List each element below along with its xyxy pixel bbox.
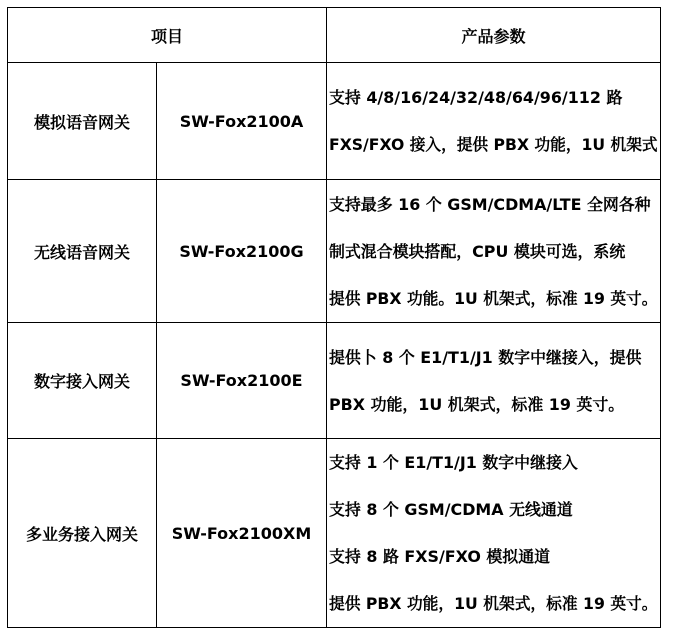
model-label: SW-Fox2100A [179, 111, 304, 131]
table-row [8, 439, 661, 628]
model-label: SW-Fox2100E [180, 371, 303, 390]
category-label: 无线语音网关 [33, 242, 130, 262]
spec-cell [327, 63, 661, 180]
table-row [8, 63, 661, 180]
spec-line: 制式混合模块搭配，CPU 模块可选，系统 [329, 241, 626, 261]
category-label: 多业务接入网关 [25, 524, 138, 544]
product-table [7, 7, 661, 628]
spec-line: 支持 8 路 FXS/FXO 模拟通道 [329, 547, 551, 566]
category-label: 数字接入网关 [33, 372, 130, 391]
spec-line: 提供卜 8 个 E1/T1/J1 数字中继接入，提供 [329, 347, 642, 367]
spec-cell [327, 323, 661, 439]
category-cell [8, 180, 157, 323]
table-row [8, 323, 661, 439]
model-label: SW-Fox2100G [179, 241, 304, 261]
header-params-cell [327, 8, 661, 63]
header-item-label: 项目 [151, 26, 184, 46]
model-cell [157, 180, 327, 323]
table-row [8, 180, 661, 323]
header-params-label: 产品参数 [461, 26, 526, 46]
spec-line: 支持最多 16 个 GSM/CDMA/LTE 全网各种 [329, 194, 651, 214]
spec-line: 提供 PBX 功能。1U 机架式，标准 19 英寸。 [329, 288, 658, 308]
spec-line: 支持 4/8/16/24/32/48/64/96/112 路 [329, 88, 623, 107]
model-cell [157, 63, 327, 180]
spec-cell [327, 439, 661, 628]
category-cell [8, 63, 157, 180]
model-cell [157, 439, 327, 628]
spec-cell [327, 180, 661, 323]
model-label: SW-Fox2100XM [171, 523, 312, 543]
spec-line: 提供 PBX 功能，1U 机架式，标准 19 英寸。 [329, 594, 658, 613]
spec-line: 支持 8 个 GSM/CDMA 无线通道 [329, 500, 573, 519]
spec-line: 支持 1 个 E1/T1/J1 数字中继接入 [329, 453, 578, 472]
header-row [8, 8, 661, 63]
header-item-cell [8, 8, 327, 63]
category-cell [8, 439, 157, 628]
model-cell [157, 323, 327, 439]
spec-line: FXS/FXO 接入，提供 PBX 功能，1U 机架式 [329, 135, 658, 154]
category-label: 模拟语音网关 [33, 112, 130, 132]
category-cell [8, 323, 157, 439]
spec-line: PBX 功能，1U 机架式，标准 19 英寸。 [329, 394, 625, 414]
